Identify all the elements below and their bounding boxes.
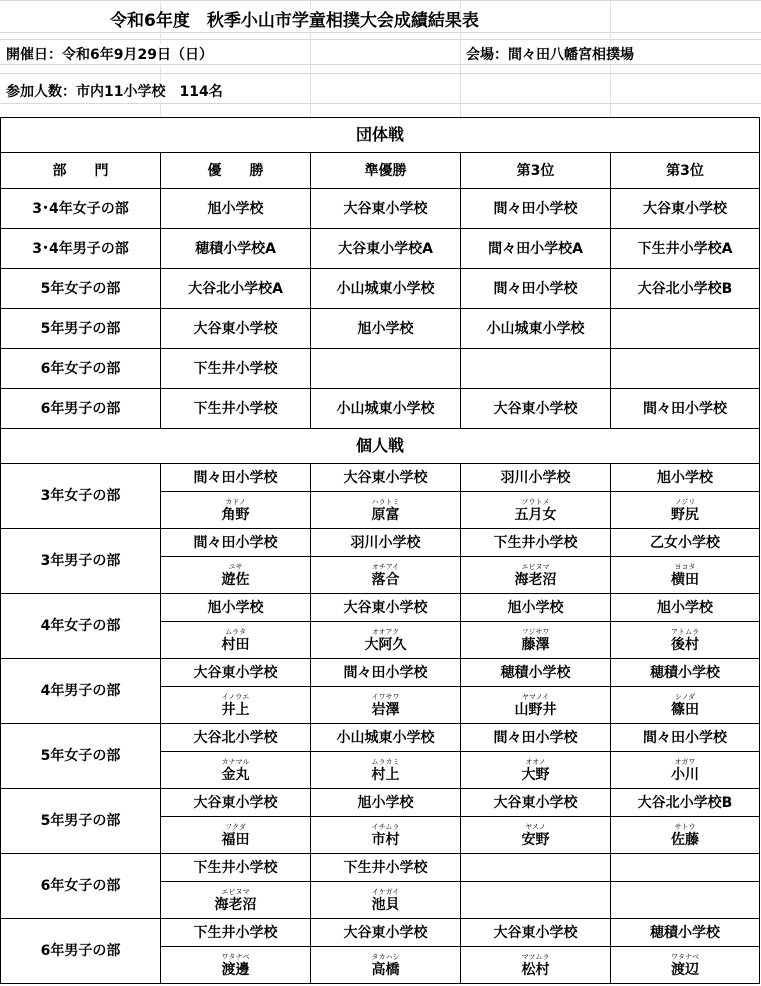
name-reading: ヨコタ	[674, 562, 696, 571]
wrestler-cell	[461, 752, 611, 789]
grid-line	[0, 0, 761, 1]
name-reading: オオアク	[371, 627, 400, 636]
wrestler-cell	[611, 882, 760, 919]
wrestler-cell	[311, 752, 461, 789]
school-name: 穂積小学校	[461, 659, 611, 687]
individual-row	[1, 529, 760, 557]
wrestler-cell	[611, 752, 760, 789]
wrestler-name: 藤澤	[521, 636, 550, 653]
individual-row	[1, 724, 760, 752]
division-label: 3年男子の部	[1, 529, 161, 594]
school-name: 小山城東小学校	[311, 724, 461, 752]
name-reading: アトムラ	[671, 627, 700, 636]
team-cell: 旭小学校	[311, 309, 461, 349]
division-label: 3年女子の部	[1, 464, 161, 529]
team-cell: 小山城東小学校	[461, 309, 611, 349]
division-label: 5年男子の部	[1, 789, 161, 854]
school-name: 旭小学校	[611, 464, 760, 492]
name-reading: ノジリ	[674, 497, 696, 506]
team-row	[1, 189, 760, 229]
school-name: 大谷東小学校	[311, 919, 461, 947]
team-cell: 旭小学校	[161, 189, 311, 229]
participant-count: 参加人数：市内11小学校 114名	[6, 81, 227, 101]
team-cell: 間々田小学校	[461, 189, 611, 229]
wrestler-name: 大野	[521, 766, 550, 783]
team-cell: 下生井小学校	[161, 349, 311, 389]
team-cell: 間々田小学校A	[461, 229, 611, 269]
individual-row	[1, 464, 760, 492]
wrestler-name: 角野	[221, 506, 250, 523]
wrestler-cell	[611, 622, 760, 659]
school-name: 間々田小学校	[161, 529, 311, 557]
team-cell: 大谷東小学校	[461, 389, 611, 429]
school-name: 大谷東小学校	[461, 789, 611, 817]
team-cell: 間々田小学校	[461, 269, 611, 309]
wrestler-cell	[161, 947, 311, 984]
wrestler-name: 市村	[371, 831, 400, 848]
wrestler-cell	[311, 687, 461, 724]
division-label: 3･4年女子の部	[1, 189, 161, 229]
team-cell: 大谷東小学校	[611, 189, 760, 229]
school-name: 旭小学校	[161, 594, 311, 622]
school-name: 穂積小学校	[611, 659, 760, 687]
school-name: 大谷北小学校B	[611, 789, 760, 817]
name-reading: イチムラ	[371, 822, 400, 831]
wrestler-cell	[611, 557, 760, 594]
wrestler-name: 池貝	[371, 896, 400, 913]
wrestler-cell	[311, 622, 461, 659]
individual-row	[1, 594, 760, 622]
wrestler-name: 福田	[221, 831, 250, 848]
team-cell: 大谷北小学校B	[611, 269, 760, 309]
school-name	[461, 854, 611, 882]
division-label: 6年女子の部	[1, 349, 161, 389]
school-name: 羽川小学校	[311, 529, 461, 557]
wrestler-name: 篠田	[671, 701, 700, 718]
wrestler-cell	[161, 817, 311, 854]
team-header-row	[1, 153, 760, 189]
team-cell	[461, 349, 611, 389]
division-label: 5年男子の部	[1, 309, 161, 349]
wrestler-name: 後村	[671, 636, 700, 653]
wrestler-name: 海老沼	[514, 571, 557, 588]
wrestler-cell	[461, 947, 611, 984]
event-venue: 会場：間々田八幡宮相撲場	[466, 44, 638, 64]
school-name: 下生井小学校	[461, 529, 611, 557]
division-label: 6年男子の部	[1, 389, 161, 429]
individual-section-heading: 個人戦	[1, 429, 760, 464]
wrestler-name: 横田	[671, 571, 700, 588]
team-row	[1, 269, 760, 309]
team-row	[1, 349, 760, 389]
wrestler-name: 遊佐	[221, 571, 250, 588]
column-header-runner-up: 準優勝	[311, 153, 461, 189]
school-name: 下生井小学校	[161, 854, 311, 882]
team-row	[1, 229, 760, 269]
team-cell: 大谷北小学校A	[161, 269, 311, 309]
name-reading: イケガイ	[371, 887, 400, 896]
division-label: 5年女子の部	[1, 724, 161, 789]
division-label: 4年女子の部	[1, 594, 161, 659]
division-label: 5年女子の部	[1, 269, 161, 309]
school-name: 大谷東小学校	[161, 789, 311, 817]
results-table	[0, 117, 760, 984]
school-name: 下生井小学校	[161, 919, 311, 947]
event-date: 開催日：令和6年9月29日（日）	[6, 44, 217, 64]
wrestler-cell	[461, 492, 611, 529]
grid-line	[0, 64, 761, 65]
wrestler-name: 野尻	[671, 506, 700, 523]
name-reading: イワサワ	[371, 692, 400, 701]
name-reading: オオノ	[525, 757, 546, 766]
name-reading: エビヌマ	[221, 887, 250, 896]
wrestler-cell	[311, 492, 461, 529]
individual-row	[1, 919, 760, 947]
wrestler-name: 原富	[371, 506, 400, 523]
grid-line	[0, 103, 761, 104]
school-name: 旭小学校	[311, 789, 461, 817]
school-name: 大谷東小学校	[461, 919, 611, 947]
wrestler-name: 佐藤	[671, 831, 700, 848]
name-reading: イノウエ	[221, 692, 250, 701]
wrestler-name: 大阿久	[364, 636, 407, 653]
individual-row	[1, 854, 760, 882]
wrestler-cell	[161, 622, 311, 659]
wrestler-cell	[161, 752, 311, 789]
team-cell: 下生井小学校	[161, 389, 311, 429]
wrestler-cell	[611, 817, 760, 854]
wrestler-cell	[161, 882, 311, 919]
wrestler-cell	[611, 947, 760, 984]
name-reading: フジサワ	[521, 627, 550, 636]
name-reading: サトウ	[674, 822, 696, 831]
name-reading: ワタナベ	[221, 952, 250, 961]
wrestler-cell	[461, 882, 611, 919]
name-reading: ヤスノ	[525, 822, 546, 831]
wrestler-cell	[461, 817, 611, 854]
school-name: 間々田小学校	[611, 724, 760, 752]
name-reading: ヤマノイ	[521, 692, 550, 701]
wrestler-cell	[311, 557, 461, 594]
team-cell	[611, 309, 760, 349]
team-row	[1, 389, 760, 429]
name-reading: カドノ	[225, 497, 246, 506]
team-cell: 下生井小学校A	[611, 229, 760, 269]
school-name: 旭小学校	[611, 594, 760, 622]
wrestler-cell	[461, 687, 611, 724]
column-header-third: 第3位	[461, 153, 611, 189]
individual-row	[1, 789, 760, 817]
column-header-third: 第3位	[611, 153, 760, 189]
wrestler-name: 岩澤	[371, 701, 400, 718]
grid-line	[0, 39, 761, 40]
school-name: 大谷東小学校	[161, 659, 311, 687]
team-section-heading: 団体戦	[1, 118, 760, 153]
wrestler-name: 山野井	[514, 701, 557, 718]
school-name: 大谷東小学校	[311, 594, 461, 622]
wrestler-cell	[311, 817, 461, 854]
wrestler-cell	[161, 557, 311, 594]
name-reading: ムラカミ	[371, 757, 400, 766]
wrestler-cell	[161, 492, 311, 529]
page-title: 令和6年度 秋季小山市学童相撲大会成績結果表	[110, 11, 479, 31]
team-cell: 大谷東小学校A	[311, 229, 461, 269]
name-reading: オチアイ	[371, 562, 400, 571]
wrestler-cell	[161, 687, 311, 724]
wrestler-name: 安野	[521, 831, 550, 848]
name-reading: フクダ	[225, 822, 246, 831]
name-reading: カナマル	[221, 757, 250, 766]
name-reading: オガワ	[674, 757, 696, 766]
team-cell: 穂積小学校A	[161, 229, 311, 269]
school-name: 大谷東小学校	[311, 464, 461, 492]
school-name	[611, 854, 760, 882]
wrestler-cell	[611, 492, 760, 529]
school-name: 乙女小学校	[611, 529, 760, 557]
grid-line	[0, 32, 761, 33]
column-header-division: 部 門	[1, 153, 161, 189]
name-reading: ハラトミ	[371, 497, 400, 506]
wrestler-cell	[311, 947, 461, 984]
division-label: 6年女子の部	[1, 854, 161, 919]
school-name: 間々田小学校	[161, 464, 311, 492]
wrestler-name: 井上	[221, 701, 250, 718]
wrestler-cell	[461, 622, 611, 659]
wrestler-name: 渡辺	[671, 961, 700, 978]
team-cell: 小山城東小学校	[311, 389, 461, 429]
school-name: 穂積小学校	[611, 919, 760, 947]
team-row	[1, 309, 760, 349]
wrestler-name: 村上	[371, 766, 400, 783]
school-name: 旭小学校	[461, 594, 611, 622]
wrestler-name: 渡邊	[221, 961, 250, 978]
wrestler-name: 小川	[671, 766, 700, 783]
name-reading: ワタナベ	[671, 952, 699, 961]
name-reading: エビヌマ	[521, 562, 550, 571]
school-name: 羽川小学校	[461, 464, 611, 492]
wrestler-name: 村田	[221, 636, 250, 653]
wrestler-name: 落合	[371, 571, 400, 588]
division-label: 6年男子の部	[1, 919, 161, 984]
division-label: 4年男子の部	[1, 659, 161, 724]
name-reading: タカハシ	[371, 952, 400, 961]
team-cell: 間々田小学校	[611, 389, 760, 429]
individual-results	[1, 464, 760, 984]
individual-row	[1, 659, 760, 687]
team-cell: 小山城東小学校	[311, 269, 461, 309]
name-reading: シノダ	[674, 692, 696, 701]
wrestler-cell	[611, 687, 760, 724]
wrestler-name: 金丸	[221, 766, 250, 783]
team-cell	[311, 349, 461, 389]
team-cell: 大谷東小学校	[161, 309, 311, 349]
wrestler-name: 海老沼	[214, 896, 257, 913]
grid-line	[0, 73, 761, 74]
name-reading: ムラタ	[225, 627, 246, 636]
school-name: 間々田小学校	[461, 724, 611, 752]
team-cell	[611, 349, 760, 389]
name-reading: ユサ	[228, 562, 243, 571]
wrestler-name: 松村	[521, 961, 550, 978]
school-name: 下生井小学校	[311, 854, 461, 882]
wrestler-name: 高橋	[371, 961, 400, 978]
wrestler-name: 五月女	[514, 506, 557, 523]
team-cell: 大谷東小学校	[311, 189, 461, 229]
wrestler-cell	[311, 882, 461, 919]
column-header-winner: 優 勝	[161, 153, 311, 189]
wrestler-cell	[461, 557, 611, 594]
school-name: 大谷北小学校	[161, 724, 311, 752]
name-reading: ソウトメ	[521, 497, 550, 506]
division-label: 3･4年男子の部	[1, 229, 161, 269]
name-reading: マツムラ	[521, 952, 550, 961]
school-name: 間々田小学校	[311, 659, 461, 687]
